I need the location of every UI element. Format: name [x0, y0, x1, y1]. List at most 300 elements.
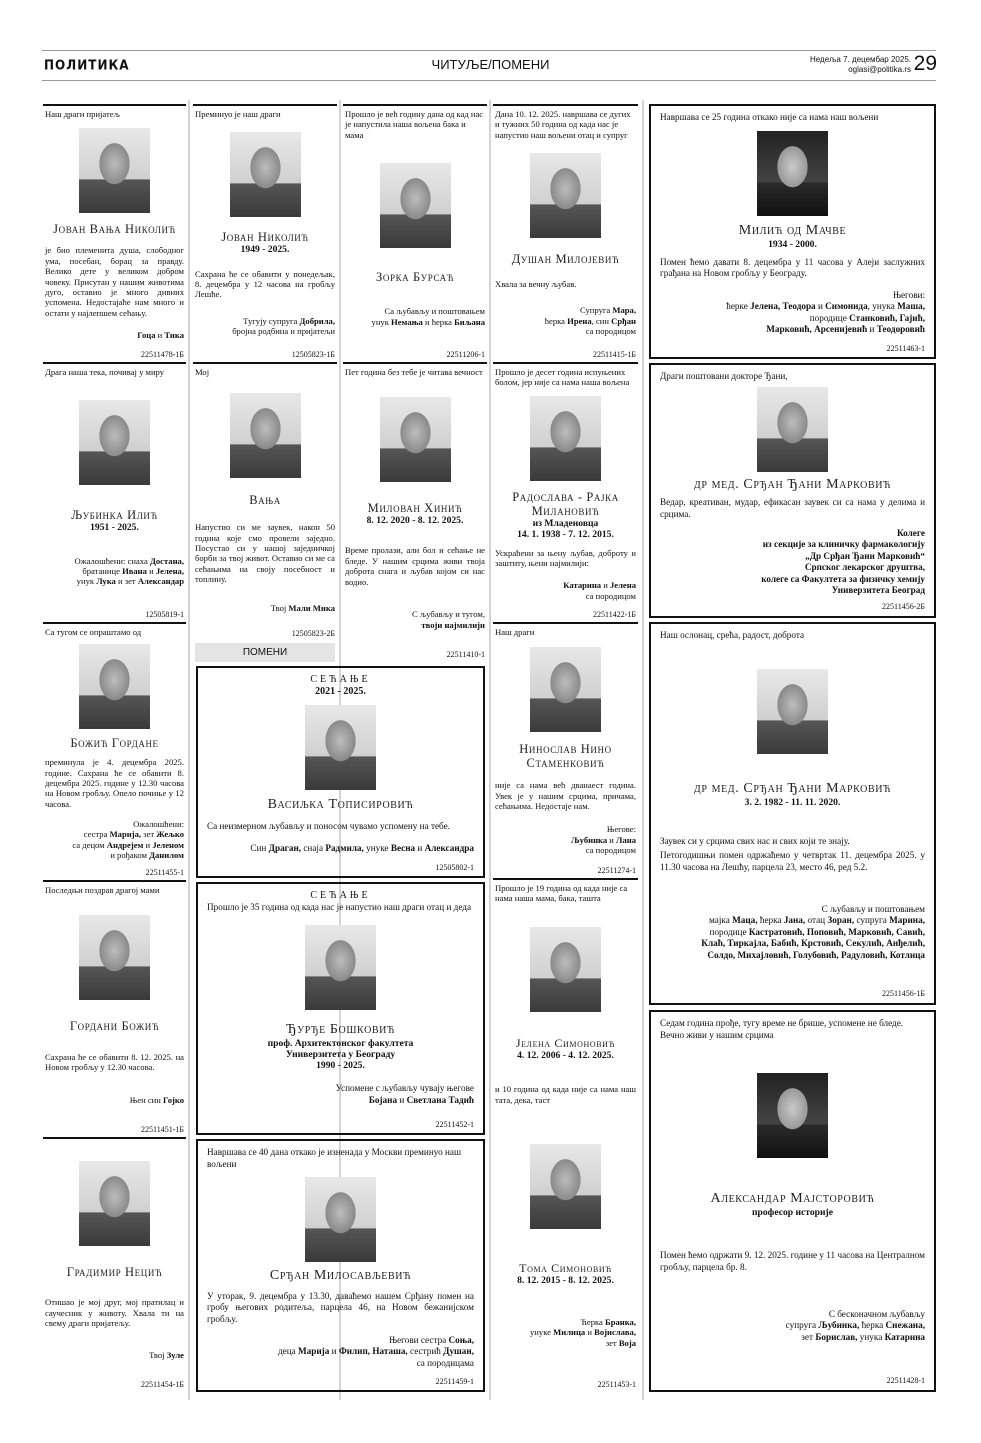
- deceased-name: Милић од Мачве: [738, 222, 847, 238]
- intro-text: Драга наша тека, почивај у миру: [45, 367, 165, 377]
- message-body: [45, 1052, 184, 1076]
- intro-text: Пет година без тебе је читава вечност: [345, 367, 483, 377]
- name-block: [45, 508, 184, 533]
- deceased-name: Нинослав Нино Стаменковић: [519, 742, 612, 771]
- name-block: [45, 1019, 184, 1033]
- deceased-name: Јован Вања Николић: [53, 222, 176, 237]
- signature-block: [495, 580, 636, 601]
- message-body: [195, 269, 335, 303]
- signature-text: са породицом: [585, 590, 636, 601]
- intro-text: Прошло је већ годину дана од кад нас је напустила наша вољена бака и мама: [345, 109, 484, 140]
- mourner-name: Марија,: [109, 829, 142, 840]
- message-paragraph: Помен ћемо одржати 9. 12. 2025. године у 11 часова на Централном гробљу, парцела бр. 8.: [660, 1250, 925, 1272]
- life-dates: 3. 2. 1982 - 11. 11. 2020.: [744, 797, 841, 809]
- column-divider: [642, 100, 644, 1400]
- deceased-name: Милован Хинић: [367, 501, 463, 516]
- signature-text: бројна родбина и пријатељи: [232, 326, 335, 337]
- name-block: [45, 222, 184, 236]
- portrait-photo: [757, 669, 828, 754]
- ad-code: 22511428-1: [886, 1376, 925, 1386]
- signature-line: [207, 1335, 474, 1347]
- mourner-name: Андрејем: [106, 839, 144, 850]
- name-block: [207, 797, 474, 813]
- mourner-name: Душан,: [443, 1346, 474, 1356]
- signature-line: [660, 1320, 925, 1332]
- ad-code: 12505823-2Б: [291, 628, 335, 638]
- life-dates: 8. 12. 2015 - 8. 12. 2025.: [517, 1274, 614, 1286]
- ad-code: 22511463-1: [886, 343, 925, 353]
- obituary-header: [660, 371, 925, 383]
- mourner-name: Љубинка: [571, 834, 608, 845]
- signature-text: С љубављу и поштовањем: [821, 903, 925, 914]
- obituary-e3: [493, 622, 638, 878]
- signature-line: [660, 301, 925, 313]
- message-paragraph: Време пролази, али бол и сећање не бледе. У нашим срцима живи твоја доброта снага и љубав којом си нас водио.: [345, 545, 485, 587]
- portrait-photo: [230, 393, 301, 478]
- portrait-photo: [79, 915, 150, 1000]
- page-number: 29: [913, 52, 937, 75]
- deceased-name: Божић Гордане: [70, 736, 159, 751]
- obituary-f2: [649, 363, 936, 618]
- signature-text: и: [155, 330, 165, 341]
- intro-text: Прошло је десет година испуњених болом, јер није са нама наша вољена: [495, 367, 630, 388]
- name-block: [345, 501, 485, 526]
- signature-text: унука: [857, 1331, 885, 1342]
- signature-line: [495, 835, 636, 845]
- signature-text: зет: [801, 1331, 816, 1342]
- portrait-photo: [530, 396, 601, 481]
- mourner-name: Марина,: [889, 915, 925, 926]
- name-subtitle: проф. Архитектонског факултета: [267, 1038, 414, 1050]
- signature-text: снаја: [301, 842, 326, 853]
- signature-line: [495, 580, 636, 590]
- mourner-name: Маша,: [897, 301, 925, 311]
- signature-text: Твој: [270, 602, 289, 613]
- signature-text: Успомене с љубављу чувају његове: [335, 1083, 474, 1094]
- signature-text: и: [146, 566, 156, 577]
- mourner-name: Универзитета Београд: [831, 585, 925, 596]
- signature-line: [495, 845, 636, 855]
- ad-code: 22511415-1Б: [593, 349, 636, 359]
- signature-text: Тугују супруга: [243, 315, 300, 326]
- mourner-name: Колеге: [896, 527, 925, 538]
- obituary-e4: [493, 878, 638, 1110]
- signature-line: [495, 824, 636, 834]
- signature-line: [207, 1095, 474, 1107]
- continuation-text: и 10 година од када није са нама наш тата, дека, таст: [495, 1084, 636, 1105]
- signature-line: [660, 585, 925, 597]
- life-dates: 14. 1. 1938 - 7. 12. 2015.: [517, 528, 614, 540]
- signature-line: [45, 1350, 184, 1360]
- section-title: ЧИТУЉЕ/ПОМЕНИ: [431, 57, 550, 72]
- obituary-header: [45, 367, 184, 377]
- ad-code: 22511274-1: [597, 865, 636, 875]
- message-body: [495, 1084, 636, 1108]
- signature-line: [45, 850, 184, 860]
- name-block: [495, 1261, 636, 1286]
- signature-line: [660, 313, 925, 325]
- signature-line: [660, 927, 925, 939]
- signature-line: [660, 290, 925, 302]
- section-label-pomeni: ПОМЕНИ: [195, 643, 335, 662]
- date-block: [810, 55, 911, 75]
- issue-date: Недеља 7. децембар 2025.: [810, 55, 911, 64]
- signature-line: [345, 306, 485, 316]
- name-block: [207, 1268, 474, 1284]
- column-divider: [188, 100, 190, 1400]
- obituary-f4: [649, 1010, 936, 1392]
- message-body: [207, 1291, 474, 1329]
- life-dates: 4. 12. 2006 - 4. 12. 2025.: [517, 1049, 614, 1061]
- life-dates: 1951 - 2025.: [90, 521, 139, 533]
- signature-line: [495, 1338, 636, 1348]
- message-body: [660, 1250, 925, 1276]
- deceased-name: Градимир Нецић: [66, 1264, 163, 1279]
- ad-code: 12505819-1: [145, 609, 184, 619]
- signature-block: [45, 1350, 184, 1360]
- signature-line: [660, 324, 925, 336]
- signature-text: мајка: [709, 915, 733, 926]
- signature-block: [45, 1095, 184, 1105]
- obituary-header: [195, 367, 335, 377]
- intro-text: Последњи поздрав драгој мами: [45, 885, 160, 895]
- mourner-name: Јелена, Теодора: [750, 301, 816, 311]
- obituary-d3: [196, 1139, 485, 1392]
- mourner-name: Соња,: [448, 1334, 474, 1345]
- name-block: [495, 252, 636, 266]
- mourner-name: Мали Мика: [288, 602, 335, 613]
- mourner-name: Јана,: [783, 915, 806, 926]
- signature-block: [495, 1317, 636, 1348]
- signature-block: [207, 843, 474, 855]
- signature-text: отац: [805, 915, 828, 926]
- deceased-name: Ђурђе Бошковић: [286, 1022, 395, 1038]
- signature-block: [195, 603, 335, 613]
- obituary-a5: [43, 1137, 186, 1392]
- mourner-name: Филип, Наташа,: [338, 1346, 408, 1356]
- deceased-name: Љубинка Илић: [71, 507, 158, 522]
- signature-text: са децом: [72, 839, 107, 850]
- mourner-name: Воја: [618, 1337, 636, 1348]
- intro-text: Са тугом се опраштамо од: [45, 627, 142, 637]
- message-paragraph: Хвала за вечну љубав.: [495, 278, 577, 289]
- deceased-name: Јелена Симоновић: [515, 1035, 616, 1050]
- signature-line: [495, 1327, 636, 1337]
- deceased-name: Гордани Божић: [69, 1018, 160, 1033]
- obituary-b2: [193, 362, 337, 641]
- signature-block: [45, 556, 184, 587]
- portrait-photo: [305, 705, 376, 790]
- signature-text: сестрић: [407, 1346, 444, 1356]
- message-paragraph: Сахрана ће се обавити у понедељак, 8. децембра у 12 часова на гробљу Лешће.: [195, 268, 335, 300]
- signature-text: унуке: [530, 1327, 554, 1338]
- obituary-header: [45, 109, 184, 119]
- signature-line: [207, 1346, 474, 1358]
- obituary-header: [495, 883, 636, 904]
- mourner-name: твоји најмилији: [421, 619, 485, 630]
- message-body: [495, 548, 636, 572]
- name-block: [660, 1191, 925, 1218]
- signature-text: са породицом: [585, 326, 636, 336]
- intro-text: Наш драги: [495, 627, 535, 637]
- deceased-name: др мед. Срђан Ђани Марковић: [693, 476, 892, 492]
- message-paragraph: Ускраћени за њену љубав, доброту и заштиту, њени најмилији:: [495, 548, 636, 569]
- mourner-name: Тика: [164, 330, 184, 341]
- signature-text: и: [397, 1094, 407, 1105]
- header-top-rule: [42, 50, 936, 51]
- mourner-name: Катарина: [884, 1331, 925, 1342]
- signature-block: [45, 819, 184, 861]
- message-paragraph: је био племенита душа, слободног ума, посебан, борац за правду. Велико дете у великом добром човеку. Присутан у нашим животима дуго, оставио је много дивних успомена. Недостајаће нам много и остати у најлепшем сећању.: [45, 245, 184, 318]
- obituary-e2: [493, 362, 638, 622]
- obituary-header: [495, 109, 636, 140]
- signature-text: унук: [371, 316, 392, 327]
- newspaper-logo: ПОЛИТИКА: [44, 57, 130, 73]
- signature-text: братанице: [82, 566, 123, 577]
- mourner-name: Гојко: [162, 1094, 184, 1105]
- name-subtitle: Универзитета у Београду: [285, 1049, 396, 1061]
- message-paragraph: У уторак, 9. децембра у 13.30, даваћемо нашем Срђану помен на гробу његових родитеља, парцела 46, на Новом бежанијском гробљу.: [207, 1290, 474, 1324]
- signature-line: [495, 591, 636, 601]
- mourner-name: Станковић, Гајић,: [849, 312, 925, 323]
- message-body: [495, 780, 636, 814]
- obituary-a3: [43, 622, 186, 880]
- mourner-name: Маца,: [732, 915, 758, 926]
- portrait-photo: [530, 153, 601, 238]
- mourner-name: Ирена: [567, 315, 592, 326]
- signature-text: са породицама: [416, 1357, 474, 1368]
- signature-text: супруга: [785, 1320, 819, 1331]
- name-block: [495, 490, 636, 540]
- mourner-name: Симонида: [825, 301, 868, 311]
- mourner-name: колеге са Факултета за физичку хемију: [761, 573, 925, 584]
- signature-text: унук: [76, 576, 97, 587]
- signature-block: [660, 290, 925, 336]
- obituary-header: [660, 1018, 925, 1041]
- signature-text: и: [329, 1346, 339, 1356]
- signature-line: [45, 1095, 184, 1105]
- obituary-header: [345, 367, 485, 377]
- portrait-photo: [380, 397, 451, 482]
- signature-text: ћерке: [726, 301, 751, 311]
- signature-line: [207, 1358, 474, 1370]
- mourner-name: Јелена: [610, 580, 636, 591]
- signature-line: [45, 330, 184, 340]
- obituary-header: [195, 109, 335, 119]
- obituary-header: [660, 112, 925, 124]
- name-block: [495, 1036, 636, 1061]
- intro-text: Прошло је 19 година од када није са нама наша мама, бака, ташта: [495, 883, 628, 904]
- deceased-name: Зорка Бурсаћ: [376, 270, 454, 284]
- mourner-name: Гоца: [137, 330, 156, 341]
- signature-line: [660, 539, 925, 551]
- signature-block: [345, 306, 485, 327]
- ad-code: 22511422-1Б: [593, 609, 636, 619]
- obituary-c2: [343, 362, 487, 662]
- message-paragraph: Сахрана ће се обавити 8. 12. 2025. на Новом гробљу у 12.30 часова.: [45, 1051, 184, 1073]
- portrait-photo: [530, 1144, 601, 1229]
- message-body: [45, 757, 184, 812]
- deceased-name: Срђан Милосављевић: [269, 1268, 412, 1283]
- name-block: [45, 1265, 184, 1279]
- ad-code: 12505823-1Б: [291, 349, 335, 359]
- mourner-name: Марија: [298, 1346, 330, 1356]
- signature-block: [195, 316, 335, 337]
- signature-line: [345, 317, 485, 327]
- mourner-name: Зоран,: [827, 915, 855, 926]
- signature-text: и: [601, 580, 610, 591]
- signature-text: ћерка: [859, 1320, 886, 1331]
- intro-text: Наш драги пријатељ: [45, 109, 120, 119]
- obituary-a1: [43, 104, 186, 362]
- mourner-name: Јелена,: [155, 566, 184, 577]
- signature-line: [45, 556, 184, 566]
- intro-text: Наш ослонац, срећа, радост, доброта: [660, 630, 805, 640]
- portrait-photo: [230, 132, 301, 217]
- ad-code: 22511452-1: [435, 1119, 474, 1129]
- obituary-e5: [493, 1110, 638, 1392]
- signature-block: [45, 330, 184, 340]
- mourner-name: Милица: [553, 1327, 586, 1338]
- mourner-name: Биљана: [454, 316, 485, 327]
- signature-line: [495, 326, 636, 336]
- signature-text: са породицом: [585, 845, 636, 856]
- signature-block: [495, 824, 636, 855]
- deceased-name: Душан Милојевић: [511, 251, 620, 266]
- mourner-name: Снежана,: [885, 1320, 925, 1331]
- name-block: [45, 736, 184, 750]
- deceased-name: Вања: [249, 492, 281, 507]
- mourner-name: Бојана: [368, 1094, 398, 1105]
- obituary-d2: [196, 882, 485, 1135]
- signature-block: [345, 609, 485, 630]
- deceased-name: Тома Симоновић: [519, 1260, 612, 1275]
- signature-text: Њен син: [129, 1094, 163, 1105]
- signature-text: Ожалошћени:: [133, 819, 184, 830]
- ad-code: 22511454-1Б: [141, 1379, 184, 1389]
- ad-code: 22511410-1: [446, 649, 485, 659]
- deceased-name: Радослава - Рајка Милановић: [512, 489, 619, 518]
- intro-text: Навршава се 40 дана откако је изненада у Москви преминуо наш вољени: [207, 1147, 462, 1169]
- signature-block: [495, 305, 636, 336]
- ad-code: 22511456-1Б: [882, 989, 925, 999]
- obituary-header: [207, 674, 474, 697]
- obituary-header: [45, 885, 184, 895]
- signature-line: [660, 574, 925, 586]
- signature-text: ћерка: [757, 915, 784, 926]
- mourner-name: Ивана: [122, 566, 147, 577]
- obituary-header: [45, 627, 184, 637]
- signature-text: и: [607, 834, 617, 845]
- message-body: [660, 836, 925, 877]
- mourner-name: Александра: [424, 842, 474, 853]
- obituary-d1: [196, 666, 485, 878]
- name-subtitle: из Младеновца: [532, 517, 599, 529]
- portrait-photo: [79, 128, 150, 213]
- signature-text: Твој: [149, 1350, 167, 1361]
- signature-text: супруга: [854, 915, 890, 926]
- contact-email[interactable]: oglasi@politika.rs: [848, 65, 911, 74]
- signature-text: и рођаком: [110, 850, 150, 861]
- obituary-header: [345, 109, 485, 140]
- obituary-a2: [43, 362, 186, 622]
- obituary-f3: [649, 622, 936, 1005]
- signature-line: [45, 576, 184, 586]
- column-divider: [489, 100, 491, 1400]
- signature-text: Његови:: [892, 289, 925, 300]
- mourner-name: Добрила,: [299, 315, 335, 326]
- mourner-name: Жељко: [156, 829, 184, 840]
- obituary-header: [207, 890, 474, 913]
- signature-text: и: [815, 301, 826, 311]
- portrait-photo: [757, 1073, 828, 1158]
- portrait-photo: [757, 131, 828, 216]
- ad-code: 22511455-1: [145, 867, 184, 877]
- message-body: [660, 497, 925, 523]
- message-body: [207, 821, 474, 836]
- deceased-name: др мед. Срђан Ђани Марковић: [693, 781, 892, 797]
- signature-line: [660, 528, 925, 540]
- signature-text: ћерка: [544, 315, 568, 326]
- message-paragraph: није са нама већ дванаест година. Увек је у нашим срцима, причама, сећањима. Недостаје нам.: [495, 780, 636, 812]
- portrait-photo: [757, 387, 828, 472]
- message-body: [495, 279, 636, 292]
- ad-code: 22511459-1: [435, 1376, 474, 1386]
- mourner-name: Лана: [616, 834, 636, 845]
- signature-text: С љубављу и тугом,: [412, 609, 485, 620]
- signature-line: [660, 938, 925, 950]
- life-dates: 1949 - 2025.: [240, 244, 290, 256]
- signature-text: породице: [709, 926, 749, 937]
- obituary-b1: [193, 104, 337, 362]
- name-block: [660, 781, 925, 808]
- signature-block: [207, 1083, 474, 1106]
- signature-line: [195, 603, 335, 613]
- message-paragraph: Петогодишњи помен одржаћемо у четвртак 11. децембра 2025. у 11.30 часова на Лешћу, парцела 23, место 46, ред 5.2.: [660, 850, 925, 872]
- message-body: [45, 1297, 184, 1331]
- message-body: [660, 257, 925, 283]
- mourner-name: Марковић, Арсенијевић: [766, 324, 868, 334]
- ad-code: 22511451-1Б: [141, 1124, 184, 1134]
- signature-line: [660, 915, 925, 927]
- obituary-header: [495, 367, 636, 388]
- signature-block: [660, 1309, 925, 1344]
- signature-line: [45, 840, 184, 850]
- mourner-name: Српског лекарског друштва,: [804, 562, 925, 573]
- life-dates: 1990 - 2025.: [316, 1060, 365, 1072]
- intro-text: Преминуо је наш драги: [195, 109, 281, 119]
- message-body: [45, 245, 184, 321]
- signature-block: [660, 904, 925, 962]
- deceased-name: Јован Николић: [221, 230, 309, 245]
- signature-text: Ожалошћени: снаха: [74, 555, 150, 566]
- signature-line: [195, 326, 335, 336]
- message-body: [195, 522, 335, 587]
- intro-text: Дана 10. 12. 2025. навршава се дугих и тужних 50 година од када нас је напустио наш вољени отац и супруг: [495, 109, 631, 140]
- message-paragraph: Отишао је мој друг, мој пратилац и саучесник у животу. Хвала ти на свему драги пријатељу.: [45, 1297, 184, 1329]
- signature-line: [495, 316, 636, 326]
- signature-line: [345, 620, 485, 630]
- portrait-photo: [305, 925, 376, 1010]
- name-subtitle: професор историје: [752, 1206, 833, 1218]
- portrait-photo: [530, 927, 601, 1012]
- signature-text: и: [585, 1327, 595, 1338]
- mourner-name: Клаћ, Тиркајла, Бабић, Крстовић, Секулић, Анђелић,: [701, 938, 925, 949]
- signature-line: [660, 1309, 925, 1321]
- mourner-name: Љубинка,: [818, 1320, 860, 1331]
- signature-line: [207, 1083, 474, 1095]
- signature-text: Са љубављу и поштовањем: [384, 306, 485, 317]
